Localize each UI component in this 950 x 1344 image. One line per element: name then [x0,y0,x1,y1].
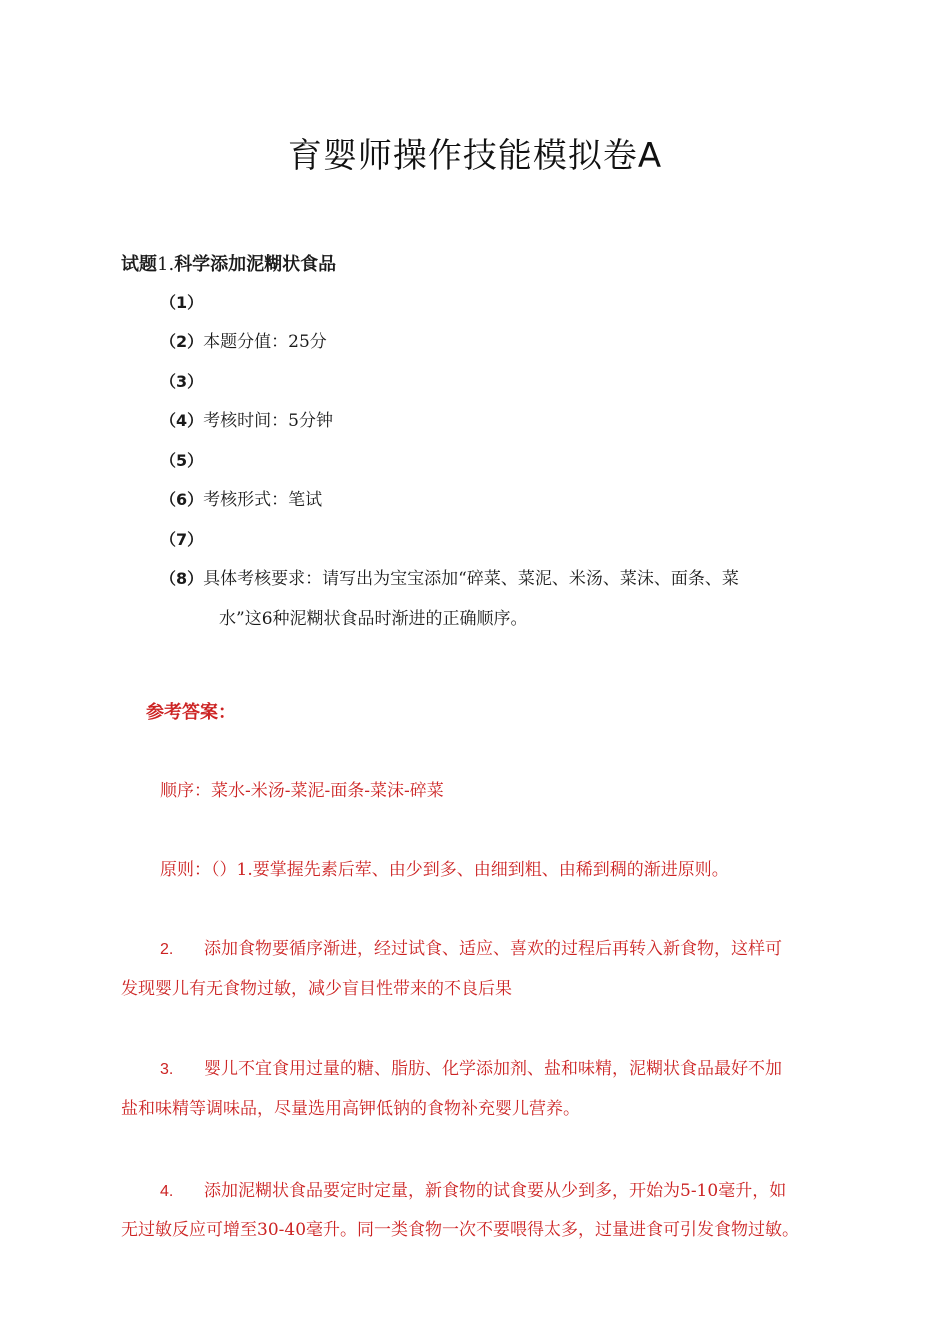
item-text: 具体考核要求：请写出为宝宝添加“碎菜、菜泥、米汤、菜沫、面条、菜 [203,569,739,589]
answer-heading: 参考答案： [146,702,236,723]
question-item [160,331,327,353]
question-heading [121,250,336,276]
question-item [160,568,739,590]
principle-1: 1.要掌握先素后荤、由少到多、由细到粗、由稀到稠的渐进原则。 [236,860,729,880]
point-text: 添加泥糊状食品要定时定量，新食物的试食要从少到多，开始为5-10毫升，如 [204,1181,787,1201]
item-number: （1） [160,293,204,312]
item-number: （6） [160,490,204,509]
item-number: （2） [160,332,204,351]
item-text: 考核时间：5分钟 [203,411,333,431]
item-number: （4） [160,411,204,430]
question-number: 1. [157,254,175,275]
question-item [160,489,322,511]
question-item [160,292,203,314]
point-number: 4. [160,1183,174,1200]
question-item [160,410,333,432]
item-number: （8） [160,569,204,588]
page-title: 育婴师操作技能模拟卷A [287,136,663,176]
item-number: （5） [160,451,204,470]
item-continuation: 水”这6种泥糊状食品时渐进的正确顺序。 [219,609,528,629]
point-continuation: 盐和味精等调味品，尽量选用高钾低钠的食物补充婴儿营养。 [121,1099,580,1119]
point-number: 2. [160,941,174,958]
item-number: （7） [160,530,204,549]
answer-point [160,1180,786,1203]
answer-point [160,1058,782,1081]
question-prefix: 试题 [121,254,157,275]
item-text: 本题分值：25分 [203,332,327,352]
question-title: 科学添加泥糊状食品 [174,254,337,275]
question-item [160,529,203,551]
item-text: 考核形式：笔试 [203,490,323,510]
point-text: 婴儿不宜食用过量的糖、脂肪、化学添加剂、盐和味精，泥糊状食品最好不加 [204,1059,782,1079]
principle-label: 原则：（） [160,860,237,880]
point-number: 3. [160,1061,174,1078]
point-text: 添加食物要循序渐进，经过试食、适应、喜欢的过程后再转入新食物，这样可 [204,939,782,959]
item-number: （3） [160,372,204,391]
point-continuation: 无过敏反应可增至30-40毫升。同一类食物一次不要喂得太多，过量进食可引发食物过敏。 [121,1220,800,1240]
answer-point [160,938,782,961]
question-item [160,450,203,472]
answer-principle [160,859,729,881]
point-continuation: 发现婴儿有无食物过敏，减少盲目性带来的不良后果 [121,979,512,999]
answer-order: 顺序：菜水-米汤-菜泥-面条-菜沫-碎菜 [160,781,444,801]
question-item [160,371,203,393]
